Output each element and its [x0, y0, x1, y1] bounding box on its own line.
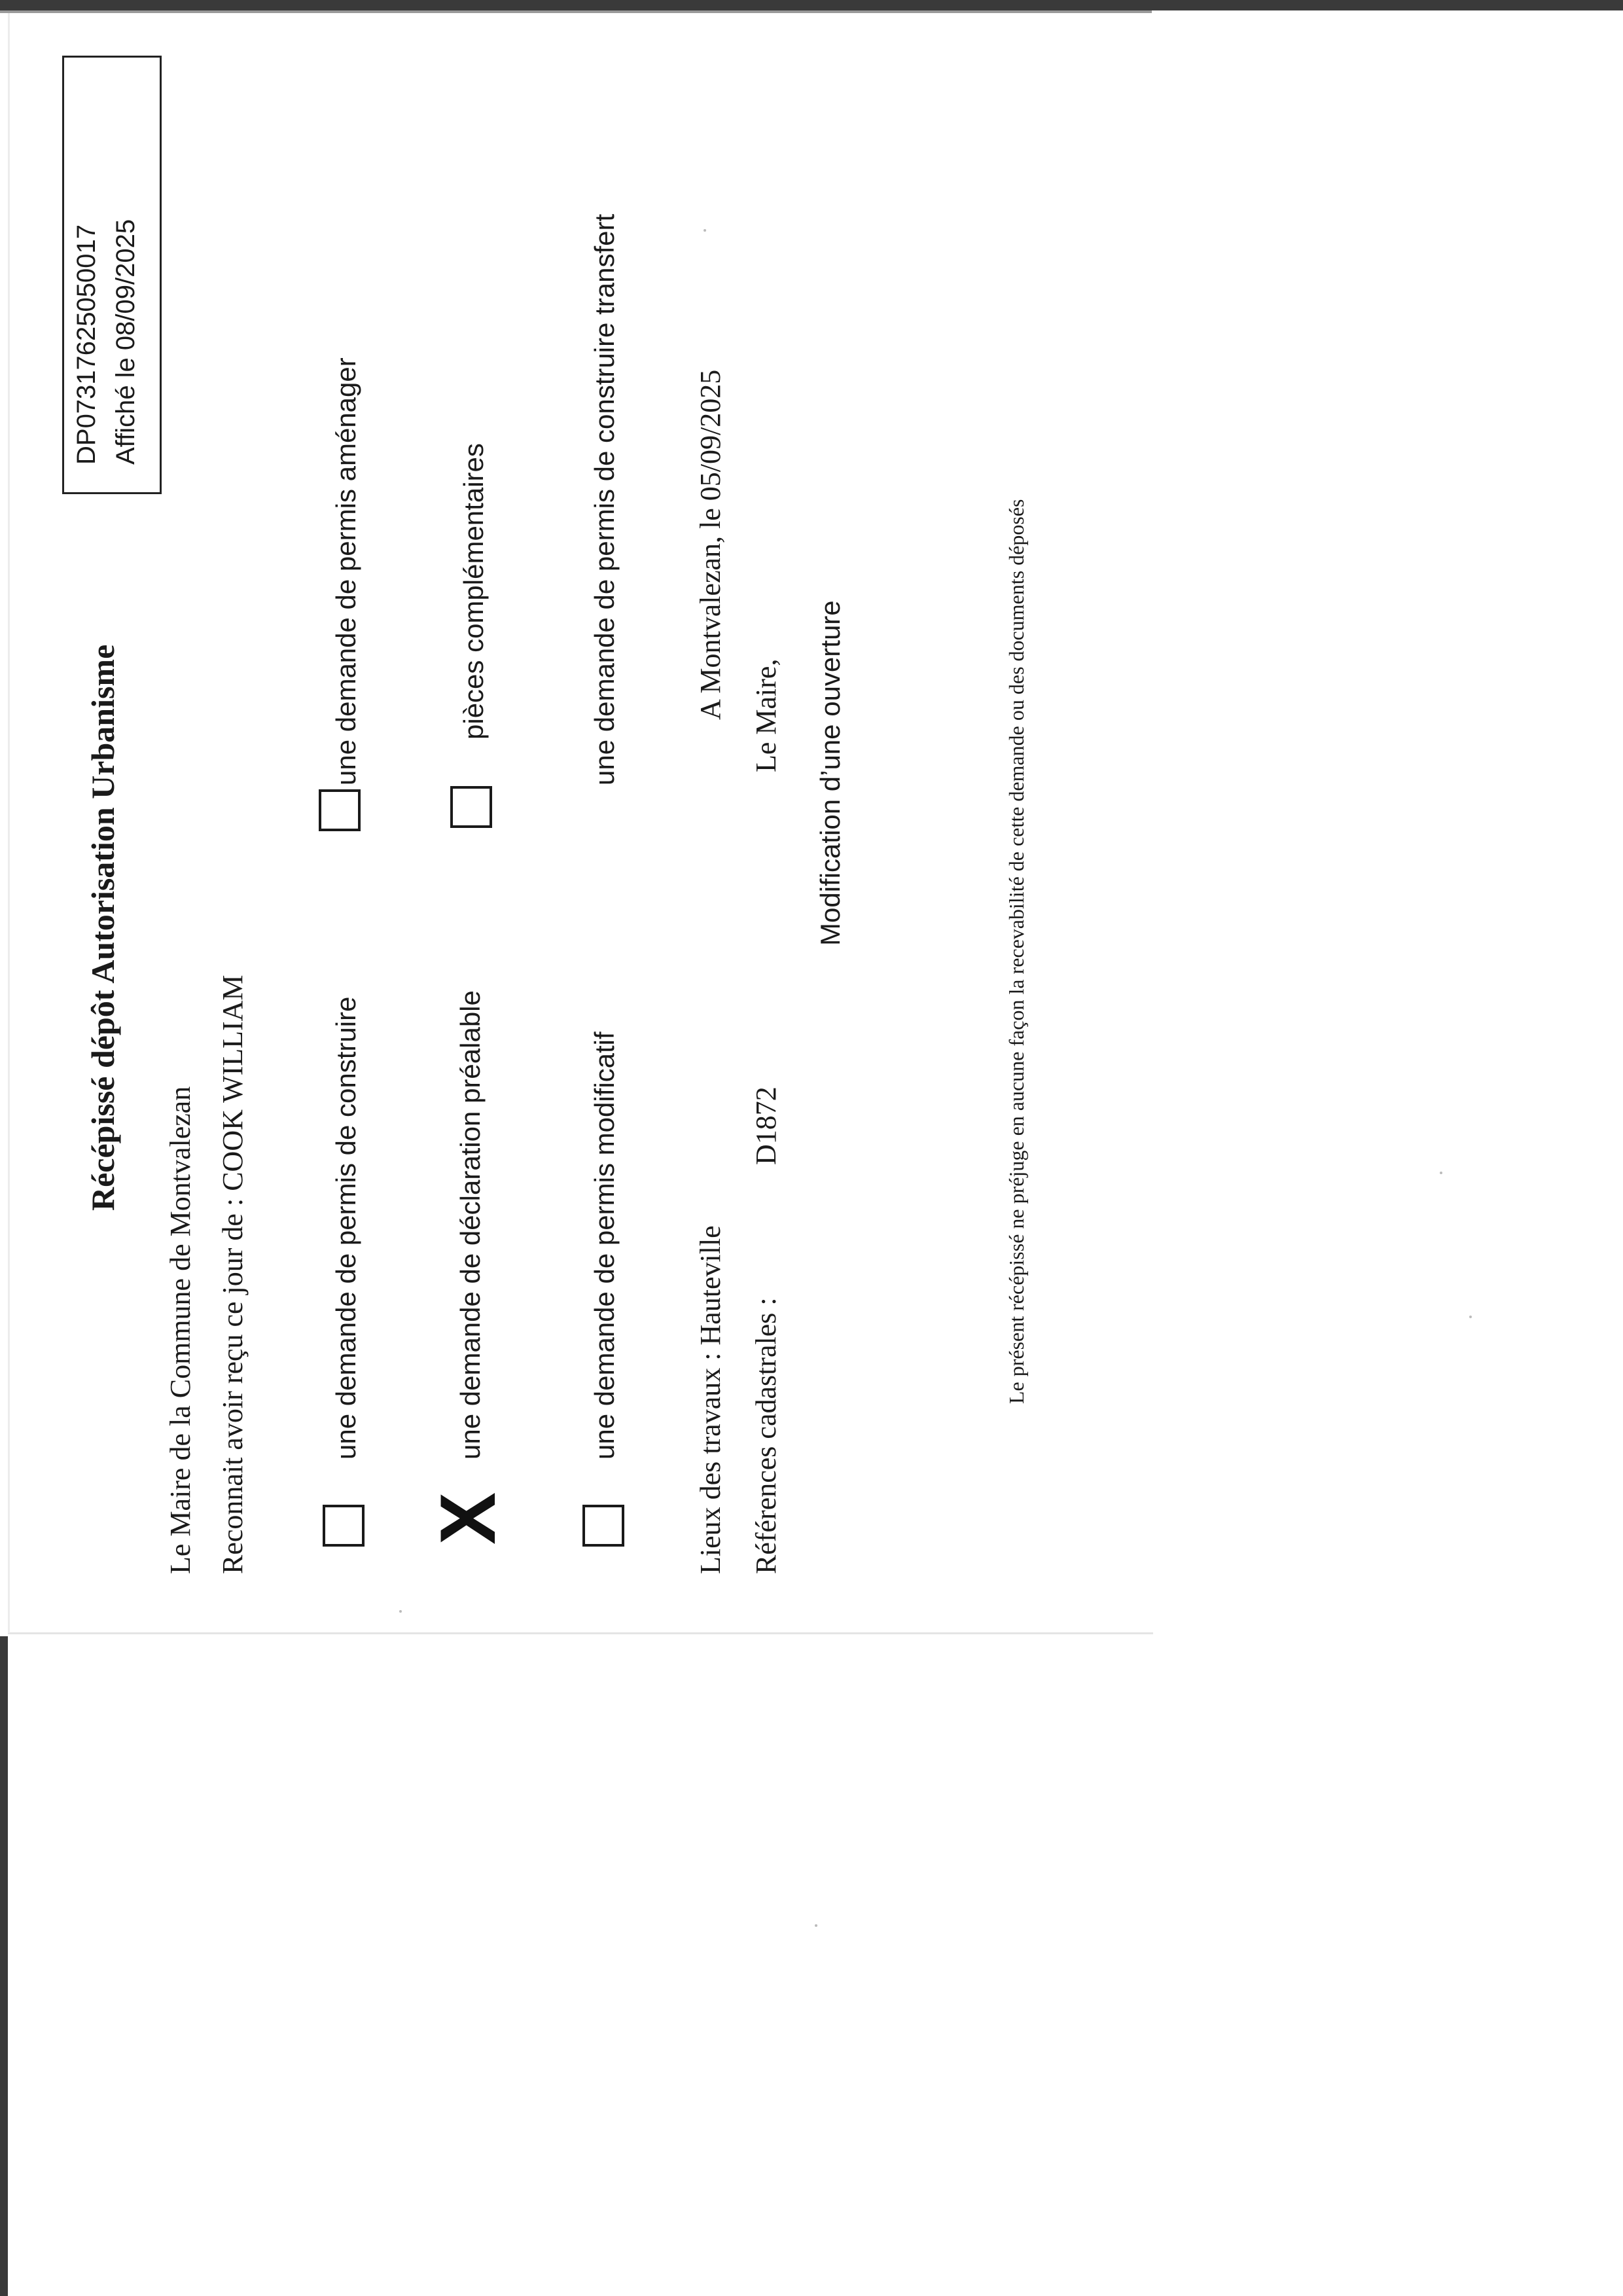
option-label-permis-modificatif: une demande de permis modificatif [589, 1031, 620, 1460]
works-location: Lieux des travaux : Hauteville [694, 1225, 726, 1574]
scan-speck [1440, 1172, 1442, 1174]
option-label-permis-amenager: une demande de permis aménager [330, 357, 361, 785]
reference-number: DP07317625050017 [72, 224, 101, 465]
checkbox-permis-amenager[interactable] [319, 789, 361, 831]
checkbox-permis-modificatif[interactable] [582, 1505, 624, 1547]
cadastral-value: D1872 [750, 1086, 782, 1165]
works-object: Modification d’une ouverture [815, 600, 846, 946]
intro-mayor-line: Le Maire de la Commune de Montvalezan [164, 1086, 196, 1574]
signature-signer: Le Maire, [750, 658, 782, 772]
posting-date: Affiché le 08/09/2025 [111, 219, 140, 465]
paper-edge-horizontal [8, 1632, 1153, 1634]
option-label-declaration-prealable: une demande de déclaration préalable [455, 990, 486, 1460]
checkbox-permis-construire[interactable] [323, 1505, 365, 1547]
intro-applicant-line: Reconnait avoir reçu ce jour de : COOK WILLIAM [217, 975, 249, 1574]
cadastral-label: Références cadastrales : [750, 1297, 782, 1574]
signature-place-date: A Montvalezan, le 05/09/2025 [694, 369, 726, 720]
scan-speck [1469, 1316, 1472, 1318]
check-mark-declaration-prealable[interactable]: X [424, 1492, 512, 1545]
document-title: Récépissé dépôt Autorisation Urbanisme [84, 644, 121, 1211]
scan-speck [815, 1924, 817, 1927]
option-label-permis-construire: une demande de permis de construire [330, 996, 361, 1460]
checkbox-pieces-complementaires[interactable] [450, 786, 492, 828]
scan-border-left [0, 1636, 8, 2296]
option-label-pieces-complementaires: pièces complémentaires [458, 443, 489, 740]
option-label-permis-construire-transfert: une demande de permis de construire transfert [589, 213, 620, 785]
footer-disclaimer: Le présent récépissé ne préjuge en aucune façon la recevabilité de cette demande ou des documents déposés [1005, 499, 1028, 1404]
